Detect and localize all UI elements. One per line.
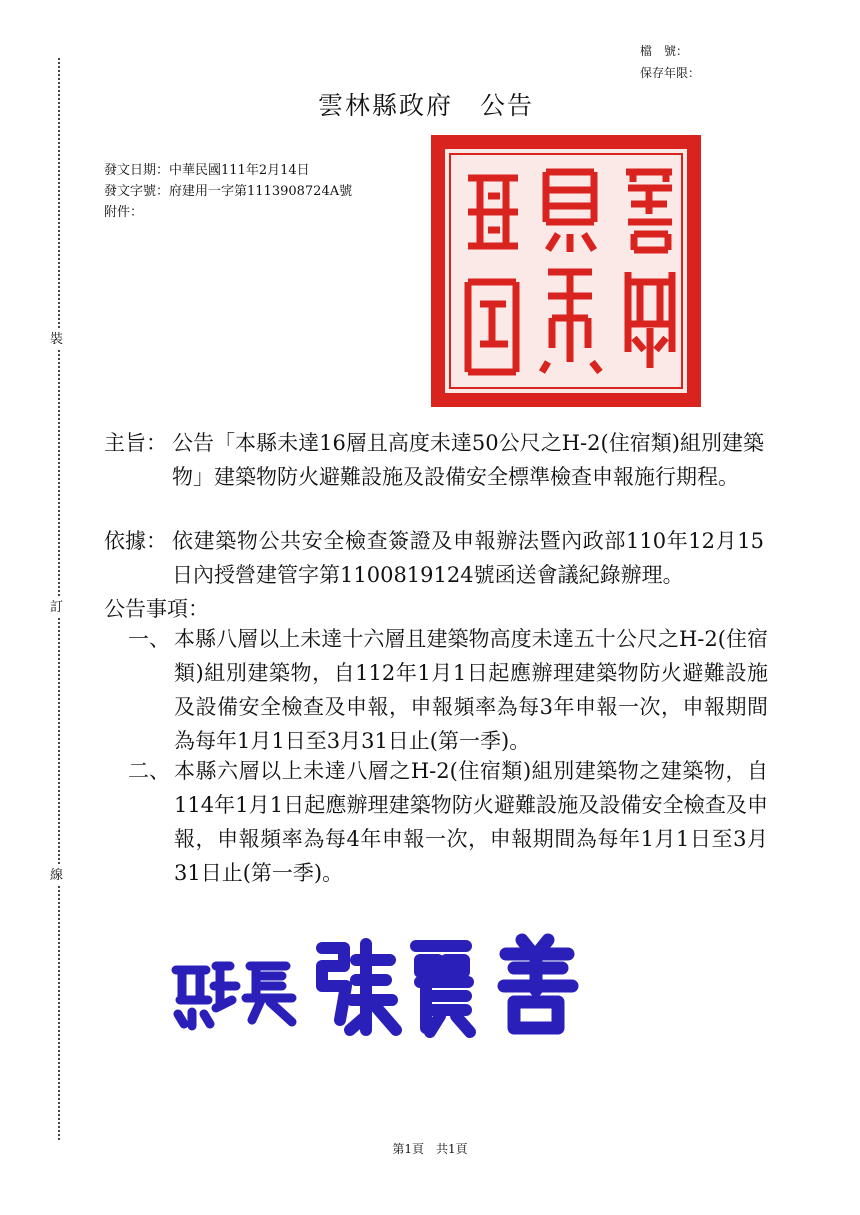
header-meta (640, 40, 700, 84)
basis-text: 依建築物公共安全檢查簽證及申報辦法暨內政部110年12月15日內授營建管字第1100819124號函送會議紀錄辦理。 (172, 529, 764, 587)
subject-label: 主旨： (104, 431, 167, 455)
announcement-item (128, 622, 768, 758)
issue-info (104, 160, 352, 223)
item-text: 本縣六層以上未達八層之H-2(住宿類)組別建築物之建築物，自114年1月1日起應辦理建築物防火避難設施及設備安全檢查及申報，申報頻率為每4年申報一次，申報期間為每年1月1日至3月31日止(第一季)。 (174, 759, 768, 885)
binding-mark-middle: 訂 (50, 598, 63, 618)
page-title: 雲林縣政府 公告 (318, 91, 535, 120)
mayor-signature (170, 930, 610, 1040)
item-number: 二、 (128, 759, 170, 783)
page-footer: 第1頁 共1頁 (392, 1142, 468, 1156)
basis-label: 依據： (104, 529, 167, 553)
official-seal (428, 132, 704, 410)
announcement-item (128, 754, 768, 890)
file-number-label: 檔 號： (639, 44, 688, 58)
subject-text: 公告「本縣未達16層且高度未達50公尺之H-2(住宿類)組別建築物」建築物防火避難設施及設備安全標準檢查申報施行期程。 (172, 431, 764, 489)
binding-mark-top: 裝 (50, 330, 63, 350)
retention-label: 保存年限： (639, 66, 700, 80)
item-number: 一、 (128, 627, 170, 651)
binding-mark-bottom: 線 (50, 866, 63, 886)
subject-section (104, 426, 764, 494)
document-number: 發文字號：府建用一字第1113908724A號 (104, 184, 353, 199)
issue-date: 發文日期：中華民國111年2月14日 (104, 163, 310, 178)
basis-section (104, 524, 764, 592)
attachment-label: 附件： (104, 205, 144, 220)
item-text: 本縣八層以上未達十六層且建築物高度未達五十公尺之H-2(住宿類)組別建築物，自112年1月1日起應辦理建築物防火避難設施及設備安全檢查及申報，申報頻率為每3年申報一次，申報期間為每年1月1日至3月31日止(第一季)。 (174, 627, 768, 753)
announcement-title: 公告事項： (104, 597, 209, 621)
